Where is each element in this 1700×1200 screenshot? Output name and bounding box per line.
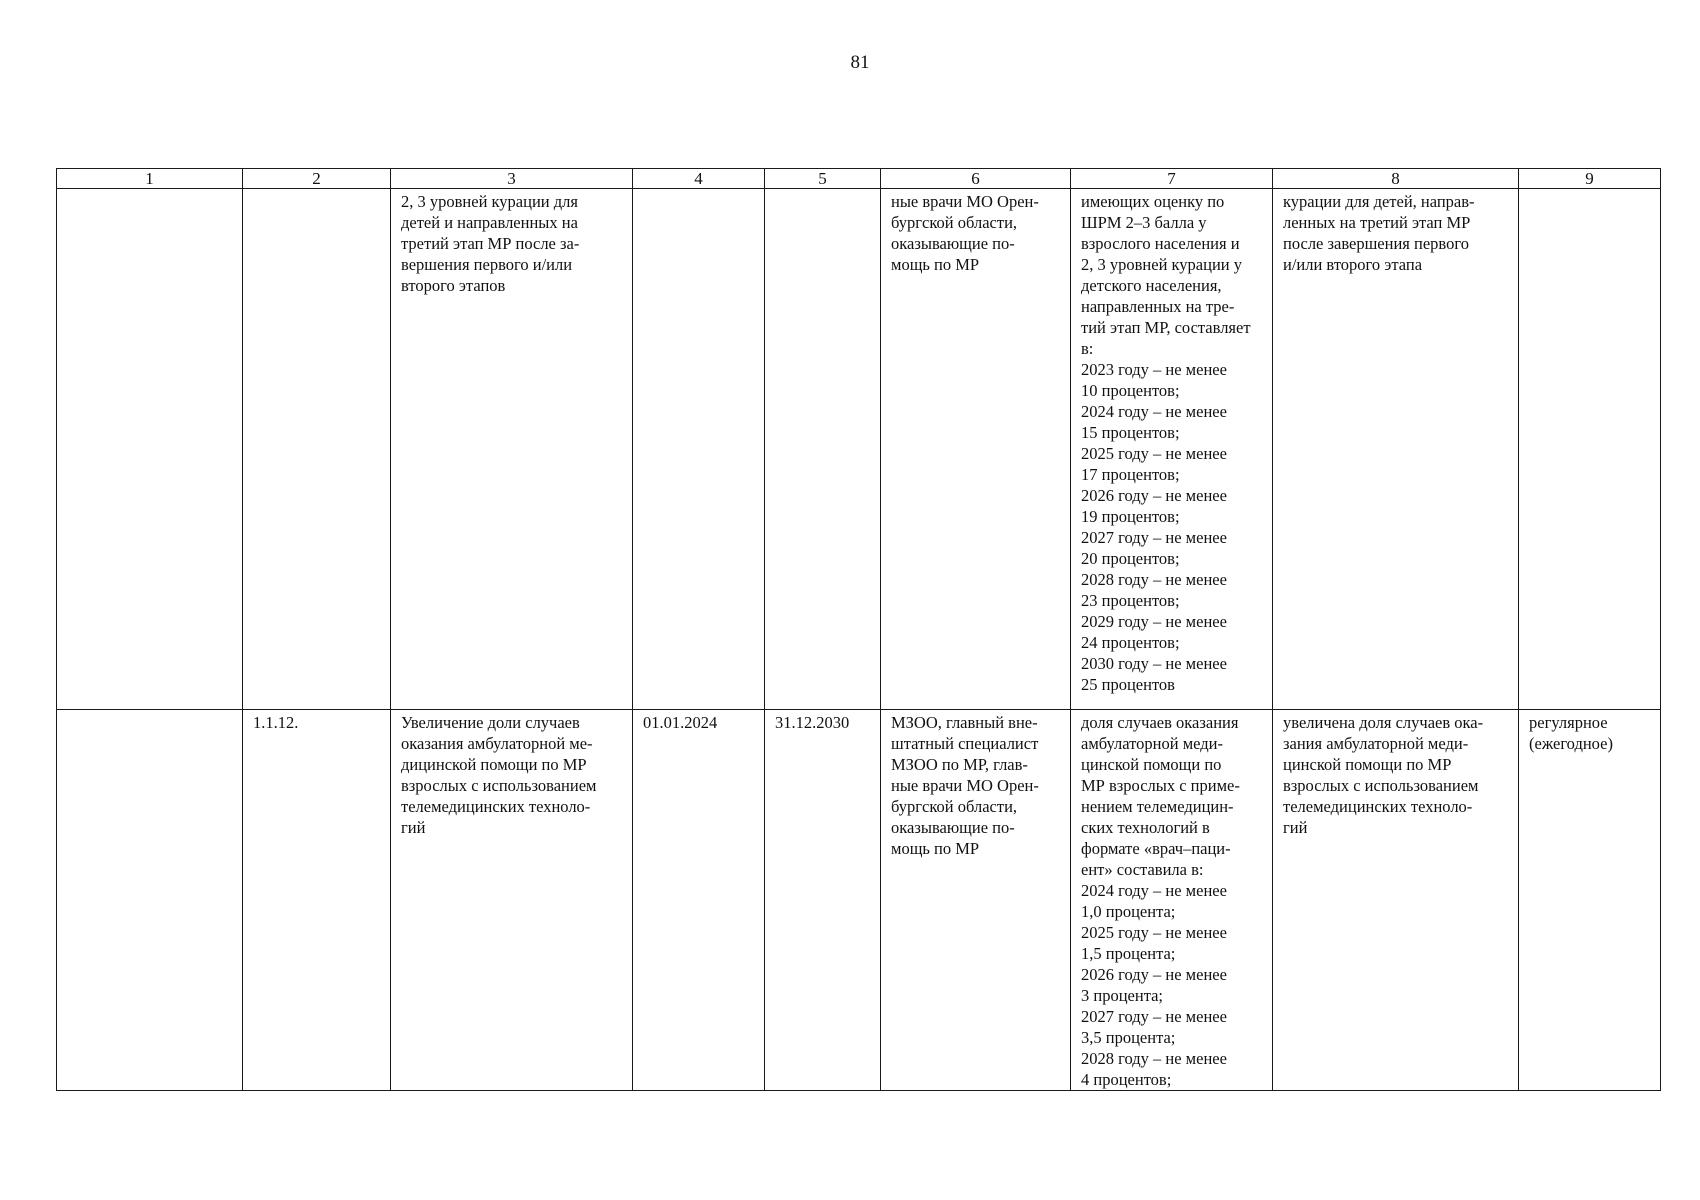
cell-text-line: 2024 году – не менее	[1081, 402, 1227, 421]
column-header-8: 8	[1273, 169, 1519, 189]
cell-text-line: направленных на тре-	[1081, 297, 1235, 316]
cell-text-line: в:	[1081, 339, 1094, 358]
cell-text-line: имеющих оценку по	[1081, 192, 1225, 211]
cell-text-line: 2028 году – не менее	[1081, 570, 1227, 589]
column-header-3: 3	[391, 169, 633, 189]
cell-text-line: 3 процента;	[1081, 986, 1164, 1005]
cell-text-line: второго этапов	[401, 276, 506, 295]
cell-text-line: 1,0 процента;	[1081, 902, 1176, 921]
column-header-7: 7	[1071, 169, 1273, 189]
cell-text-line: 19 процентов;	[1081, 507, 1180, 526]
cell-text-line: ШРМ 2–3 балла у	[1081, 213, 1207, 232]
cell-text-line: 2027 году – не менее	[1081, 1007, 1227, 1026]
cell-start-date: 01.01.2024	[633, 710, 765, 1091]
cell-text-line: нением телемедицин-	[1081, 797, 1234, 816]
cell-text-line: оказывающие по-	[891, 818, 1015, 837]
cell-text-line: после завершения первого	[1283, 234, 1469, 253]
cell-responsible	[881, 189, 1071, 710]
cell-text-line: 2029 году – не менее	[1081, 612, 1227, 631]
cell-result	[1273, 189, 1519, 710]
cell-text-line: регулярное	[1529, 713, 1608, 732]
cell-text-line: взрослых с использованием	[401, 776, 597, 795]
cell-periodicity	[1519, 710, 1661, 1091]
cell-text-line: дицинской помощи по МР	[401, 755, 587, 774]
cell-start-date	[633, 189, 765, 710]
cell-number	[57, 189, 243, 710]
cell-text-line: курации для детей, направ-	[1283, 192, 1475, 211]
cell-text-line: 2023 году – не менее	[1081, 360, 1227, 379]
cell-text-line: цинской помощи по МР	[1283, 755, 1452, 774]
cell-text-line: 1,5 процента;	[1081, 944, 1176, 963]
cell-text-line: тий этап МР, составляет	[1081, 318, 1251, 337]
cell-text-line: МЗОО, главный вне-	[891, 713, 1038, 732]
page-number: 81	[850, 52, 870, 73]
column-header-2: 2	[243, 169, 391, 189]
column-number-row	[57, 169, 1661, 189]
cell-text-line: оказания амбулаторной ме-	[401, 734, 593, 753]
cell-text-line: 17 процентов;	[1081, 465, 1180, 484]
cell-text-line: 10 процентов;	[1081, 381, 1180, 400]
cell-text-line: взрослых с использованием	[1283, 776, 1479, 795]
cell-text-line: гий	[1283, 818, 1308, 837]
cell-text-line: мощь по МР	[891, 839, 980, 858]
column-header-4: 4	[633, 169, 765, 189]
cell-text-line: ских технологий в	[1081, 818, 1210, 837]
cell-text-line: ные врачи МО Орен-	[891, 192, 1039, 211]
column-header-1: 1	[57, 169, 243, 189]
cell-text-line: амбулаторной меди-	[1081, 734, 1223, 753]
column-header-5: 5	[765, 169, 881, 189]
cell-text-line: 2026 году – не менее	[1081, 486, 1227, 505]
cell-text-line: ент» составила в:	[1081, 860, 1204, 879]
cell-text-line: телемедицинских техноло-	[401, 797, 591, 816]
cell-text-line: 4 процентов;	[1081, 1070, 1172, 1089]
cell-text-line: третий этап МР после за-	[401, 234, 580, 253]
cell-text-line: 24 процентов;	[1081, 633, 1180, 652]
cell-text-line: штатный специалист	[891, 734, 1039, 753]
cell-responsible	[881, 710, 1071, 1091]
cell-text-line: Увеличение доли случаев	[401, 713, 580, 732]
cell-text-line: МР взрослых с приме-	[1081, 776, 1240, 795]
cell-item-code	[243, 189, 391, 710]
cell-text-line: 23 процентов;	[1081, 591, 1180, 610]
cell-text-line: цинской помощи по	[1081, 755, 1222, 774]
cell-text-line: увеличена доля случаев ока-	[1283, 713, 1484, 732]
cell-indicator	[1071, 189, 1273, 710]
cell-text-line: 20 процентов;	[1081, 549, 1180, 568]
cell-activity	[391, 189, 633, 710]
cell-text-line: МЗОО по МР, глав-	[891, 755, 1028, 774]
cell-text-line: зания амбулаторной меди-	[1283, 734, 1469, 753]
cell-text-line: 2026 году – не менее	[1081, 965, 1227, 984]
table-row	[57, 189, 1661, 710]
table-row	[57, 710, 1661, 1091]
cell-indicator	[1071, 710, 1273, 1091]
cell-text-line: 2028 году – не менее	[1081, 1049, 1227, 1068]
plan-table	[56, 168, 1661, 1091]
cell-text-line: бургской области,	[891, 213, 1018, 232]
cell-text-line: 2030 году – не менее	[1081, 654, 1227, 673]
cell-text-line: 2025 году – не менее	[1081, 923, 1227, 942]
cell-text-line: телемедицинских техноло-	[1283, 797, 1473, 816]
cell-text-line: взрослого населения и	[1081, 234, 1240, 253]
column-header-9: 9	[1519, 169, 1661, 189]
cell-end-date: 31.12.2030	[765, 710, 881, 1091]
cell-text-line: 25 процентов	[1081, 675, 1175, 694]
column-header-6: 6	[881, 169, 1071, 189]
cell-text-line: ленных на третий этап МР	[1283, 213, 1471, 232]
cell-text-line: детского населения,	[1081, 276, 1222, 295]
cell-result	[1273, 710, 1519, 1091]
cell-text-line: 2027 году – не менее	[1081, 528, 1227, 547]
cell-number	[57, 710, 243, 1091]
cell-periodicity	[1519, 189, 1661, 710]
cell-text-line: 2, 3 уровней курации у	[1081, 255, 1242, 274]
cell-text-line: формате «врач–паци-	[1081, 839, 1231, 858]
cell-text-line: 2024 году – не менее	[1081, 881, 1227, 900]
cell-text-line: мощь по МР	[891, 255, 980, 274]
cell-end-date	[765, 189, 881, 710]
cell-activity	[391, 710, 633, 1091]
cell-item-code: 1.1.12.	[243, 710, 391, 1091]
cell-text-line: и/или второго этапа	[1283, 255, 1423, 274]
cell-text-line: бургской области,	[891, 797, 1018, 816]
cell-text-line: ные врачи МО Орен-	[891, 776, 1039, 795]
cell-text-line: 2, 3 уровней курации для	[401, 192, 578, 211]
cell-text-line: детей и направленных на	[401, 213, 578, 232]
cell-text-line: вершения первого и/или	[401, 255, 573, 274]
cell-text-line: доля случаев оказания	[1081, 713, 1239, 732]
cell-text-line: 15 процентов;	[1081, 423, 1180, 442]
cell-text-line: 2025 году – не менее	[1081, 444, 1227, 463]
cell-text-line: 3,5 процента;	[1081, 1028, 1176, 1047]
cell-text-line: (ежегодное)	[1529, 734, 1613, 753]
cell-text-line: гий	[401, 818, 426, 837]
cell-text-line: оказывающие по-	[891, 234, 1015, 253]
